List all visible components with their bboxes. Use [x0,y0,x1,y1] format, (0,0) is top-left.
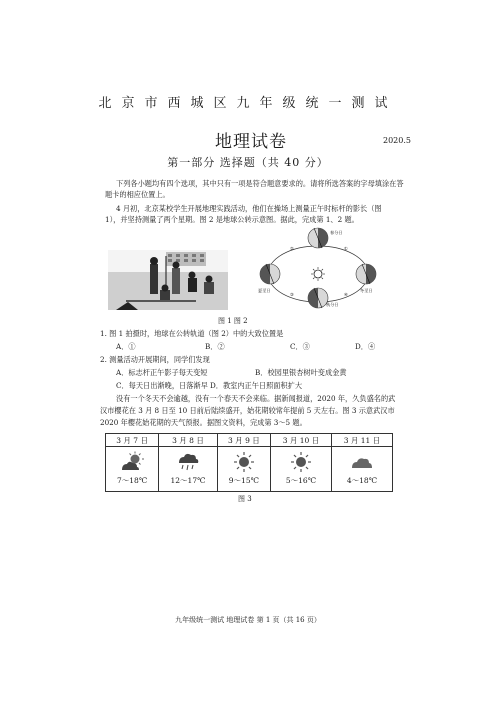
intro-line-2: 1），并坚持测量了两个星期。图 2 是地球公转示意图。据此，完成第 1、2 题。 [105,215,359,224]
svg-text:②: ② [290,246,294,251]
figure-2-earth-orbit-diagram [256,226,380,310]
q1-option-a: A．① [116,342,136,351]
weather-cell [331,447,392,492]
q2-stem: 2. 测量活动开展期间，同学们发现 [100,355,210,364]
part-title: 第一部分 选择题（共 40 分） [167,156,329,169]
weather-cell [159,447,218,492]
instructions-line-2: 题卡的相应位置上。 [105,190,170,199]
svg-text:春分日: 春分日 [330,230,343,235]
svg-text:夏至日: 夏至日 [258,288,271,293]
svg-text:①: ① [344,246,348,251]
weather-temp: 12～17℃ [170,476,206,485]
weather-day: 3 月 11 日 [331,434,392,447]
weather-cell [106,447,159,492]
instructions-line-1: 下列各小题均有四个选项，其中只有一项是符合题意要求的。请将所选答案的字母填涂在答 [116,179,404,188]
q2-option-a: A．标志杆正午影子每天变短 [116,368,208,377]
figure-3-caption: 图 3 [238,495,252,503]
svg-text:④: ④ [344,292,348,297]
weather-temp: 9～15℃ [228,476,259,485]
weather-day: 3 月 7 日 [106,434,159,447]
weather-cell [217,447,270,492]
svg-text:秋分日: 秋分日 [326,302,339,307]
q2-option-b: B．校园里银杏树叶变成金黄 [255,368,347,377]
sunny-icon [231,451,257,473]
weather-day: 3 月 9 日 [217,434,270,447]
q1-option-b: B．② [205,342,225,351]
svg-text:冬至日: 冬至日 [360,288,373,293]
passage-line-2: 汉市樱花在 3 月 8 日至 10 日前后陆续盛开，始花期较常年提前 5 天左右。图 3 示意武汉市 [100,406,395,415]
figure-1-photo [108,250,228,310]
page-footer: 九年级统一测试 地理试卷 第 1 页（共 16 页） [175,616,321,624]
q1-option-c: C．③ [290,342,310,351]
rain-icon [175,451,201,473]
exam-header: 北京市西城区九年级统一测试 [98,96,398,111]
figure-1-2-caption: 图 1 图 2 [218,317,248,325]
passage-line-3: 2020 年樱花始花期的天气预报。据图文资料，完成第 3～5 题。 [100,418,307,427]
weather-day: 3 月 8 日 [159,434,218,447]
cloudy-icon [349,451,375,473]
weather-temp: 4～18℃ [346,476,378,485]
passage-line-1: 没有一个冬天不会逾越，没有一个春天不会来临。据新闻报道，2020 年，久负盛名的武 [116,394,396,403]
exam-date: 2020.5 [383,136,411,145]
q1-stem: 1. 图 1 拍摄时，地球在公转轨道（图 2）中的大致位置是 [100,329,284,338]
intro-line-1: 4 月初，北京某校学生开展地理实践活动，他们在操场上测量正午时标杆的影长（图 [116,204,382,213]
weather-day: 3 月 10 日 [271,434,332,447]
q2-option-c-d: C．每天日出渐晚，日落渐早 D．教室内正午日照面积扩大 [116,381,303,390]
sunny-icon [288,451,314,473]
partly-sunny-icon [119,451,145,473]
weather-temp: 7～18℃ [117,476,148,485]
weather-forecast-table [105,433,393,492]
weather-temp: 5～16℃ [285,476,317,485]
q1-option-d: D．④ [355,342,376,351]
exam-title: 地理试卷 [215,132,287,152]
svg-text:③: ③ [290,292,294,297]
weather-cell [271,447,332,492]
